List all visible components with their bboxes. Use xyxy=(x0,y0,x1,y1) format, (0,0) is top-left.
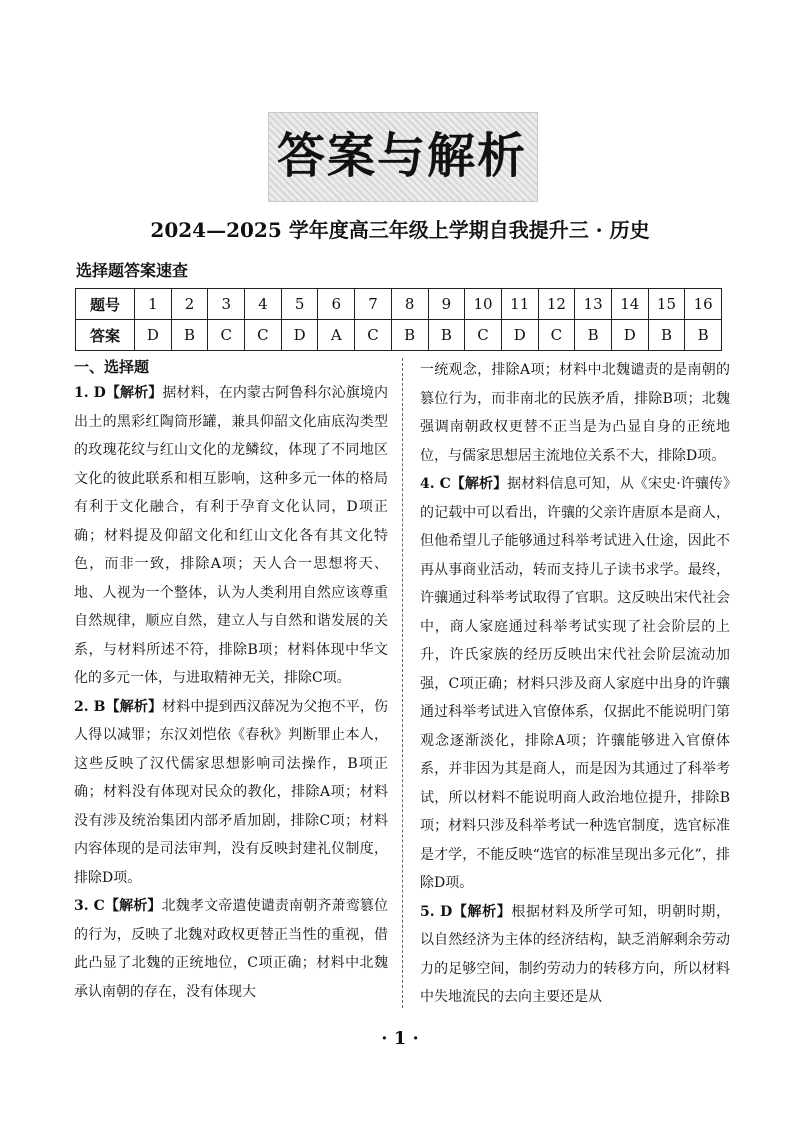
table-cell: B xyxy=(428,320,465,351)
table-cell: 11 xyxy=(501,289,538,320)
analysis-tag: 【解析】 xyxy=(104,898,162,914)
table-cell: D xyxy=(135,320,172,351)
section-title: 一、选择题 xyxy=(74,358,150,376)
table-cell: D xyxy=(501,320,538,351)
analysis-tag: 【解析】 xyxy=(452,903,512,920)
table-cell: B xyxy=(575,320,612,351)
analysis-tag: 【解析】 xyxy=(450,476,508,492)
table-cell: 15 xyxy=(648,289,685,320)
analysis-text: 根据材料及所学可知，明朝时期，以自然经济为主体的经济结构，缺乏消解剩余劳动力的足够空间，制约劳动力的转移方向，所以材料中失地流民的去向主要还是从 xyxy=(420,903,730,1005)
table-cell: 12 xyxy=(538,289,575,320)
row-header-number: 题号 xyxy=(76,289,135,320)
table-cell: 16 xyxy=(685,289,722,320)
table-cell: C xyxy=(245,320,282,351)
answer-table-answer-row xyxy=(76,320,722,351)
table-cell: B xyxy=(685,320,722,351)
question-5-analysis xyxy=(420,898,730,1012)
question-3-analysis xyxy=(74,892,388,1006)
page-number: · 1 · xyxy=(381,1028,419,1049)
answer-table-number-row xyxy=(76,289,722,320)
table-cell: 5 xyxy=(281,289,318,320)
question-2-analysis xyxy=(74,693,388,893)
table-cell: 1 xyxy=(135,289,172,320)
table-cell: 4 xyxy=(245,289,282,320)
question-number: 2. B xyxy=(74,698,106,715)
question-number: 1. D xyxy=(74,385,106,401)
question-number: 5. D xyxy=(420,903,453,920)
page-title: 答案与解析 xyxy=(276,128,527,184)
analysis-tag: 【解析】 xyxy=(105,385,163,401)
table-cell: 7 xyxy=(355,289,392,320)
analysis-text: 一统观念，排除A项；材料中北魏谴责的是南朝的篡位行为，而非南北的民族矛盾，排除B项；北魏强调南朝政权更替不正当是为凸显自身的正统地位，与儒家思想居主流地位关系不大，排除D项。 xyxy=(420,362,730,464)
analysis-text: 北魏孝文帝遣使谴责南朝齐萧鸾篡位的行为，反映了北魏对政权更替正当性的重视，借此凸显了北魏的正统地位，C项正确；材料中北魏承认南朝的存在，没有体现大 xyxy=(74,898,389,1000)
table-cell: 8 xyxy=(391,289,428,320)
column-divider xyxy=(402,358,403,1008)
table-cell: 10 xyxy=(465,289,502,320)
answer-table xyxy=(75,288,722,351)
answer-quick-check-label: 选择题答案速查 xyxy=(76,261,189,280)
left-column xyxy=(74,356,388,1006)
analysis-text: 据材料，在内蒙古阿鲁科尔沁旗境内出土的黑彩红陶筒形罐，兼具仰韶文化庙底沟类型的玫瑰花纹与红山文化的龙鳞纹，体现了不同地区文化的彼此联系和相互影响，这种多元一体的格局有利于文化融合，有利于孕育文化认同，D项正确；材料提及仰韶文化和红山文化各有其文化特色，而非一致，排除A项；天人合一思想将天、地、人视为一个整体，认为人类利用自然应该尊重自然规律，顺应自然，建立人与自然和谐发展的关系，与材料所述不符，排除B项；材料体现中华文化的多元一体，与进取精神无关，排除C项。 xyxy=(74,385,388,686)
question-3-analysis-continued xyxy=(420,356,730,470)
table-cell: A xyxy=(318,320,355,351)
question-1-analysis xyxy=(74,379,388,693)
table-cell: 14 xyxy=(611,289,648,320)
table-cell: D xyxy=(611,320,648,351)
table-cell: B xyxy=(171,320,208,351)
question-4-analysis xyxy=(420,470,730,898)
analysis-tag: 【解析】 xyxy=(105,698,163,715)
table-cell: C xyxy=(355,320,392,351)
table-cell: C xyxy=(465,320,502,351)
table-cell: 9 xyxy=(428,289,465,320)
table-cell: 6 xyxy=(318,289,355,320)
table-cell: 13 xyxy=(575,289,612,320)
question-number: 4. C xyxy=(420,476,451,492)
table-cell: B xyxy=(391,320,428,351)
table-cell: 3 xyxy=(208,289,245,320)
analysis-text: 材料中提到西汉薛况为父抱不平，伤人得以减罪；东汉刘恺依《春秋》判断罪止本人，这些反映了汉代儒家思想影响司法操作，B项正确；材料没有体现对民众的教化，排除A项；材料没有涉及统治集团内部矛盾加剧，排除C项；材料内容体现的是司法审判，没有反映封建礼仪制度，排除D项。 xyxy=(74,698,389,886)
row-header-answer: 答案 xyxy=(76,320,135,351)
table-cell: 2 xyxy=(171,289,208,320)
table-cell: B xyxy=(648,320,685,351)
table-cell: D xyxy=(281,320,318,351)
table-cell: C xyxy=(208,320,245,351)
table-cell: C xyxy=(538,320,575,351)
analysis-text: 据材料信息可知，从《宋史·许骧传》的记载中可以看出，许骧的父亲许唐原本是商人，但他希望儿子能够通过科举考试进入仕途，因此不再从事商业活动，转而支持儿子读书求学。最终，许骧通过科举考试取得了官职。这反映出宋代社会中，商人家庭通过科举考试实现了社会阶层的上升，许氏家族的经历反映出宋代社会阶层流动加强，C项正确；材料只涉及商人家庭中出身的许骧通过科举考试进入官僚体系，仅据此不能说明门第观念逐渐淡化，排除A项；许骧能够进入官僚体系，并非因为其是商人，而是因为其通过了科举考试，所以材料不能说明商人政治地位提升，排除B项；材料只涉及科举考试一种选官制度，选官标准是才学，不能反映“选官的标准呈现出多元化”，排除D项。 xyxy=(420,476,730,891)
right-column xyxy=(420,356,730,1012)
question-number: 3. C xyxy=(74,898,105,914)
document-subtitle: 2024—2025 学年度高三年级上学期自我提升三 · 历史 xyxy=(150,218,650,242)
